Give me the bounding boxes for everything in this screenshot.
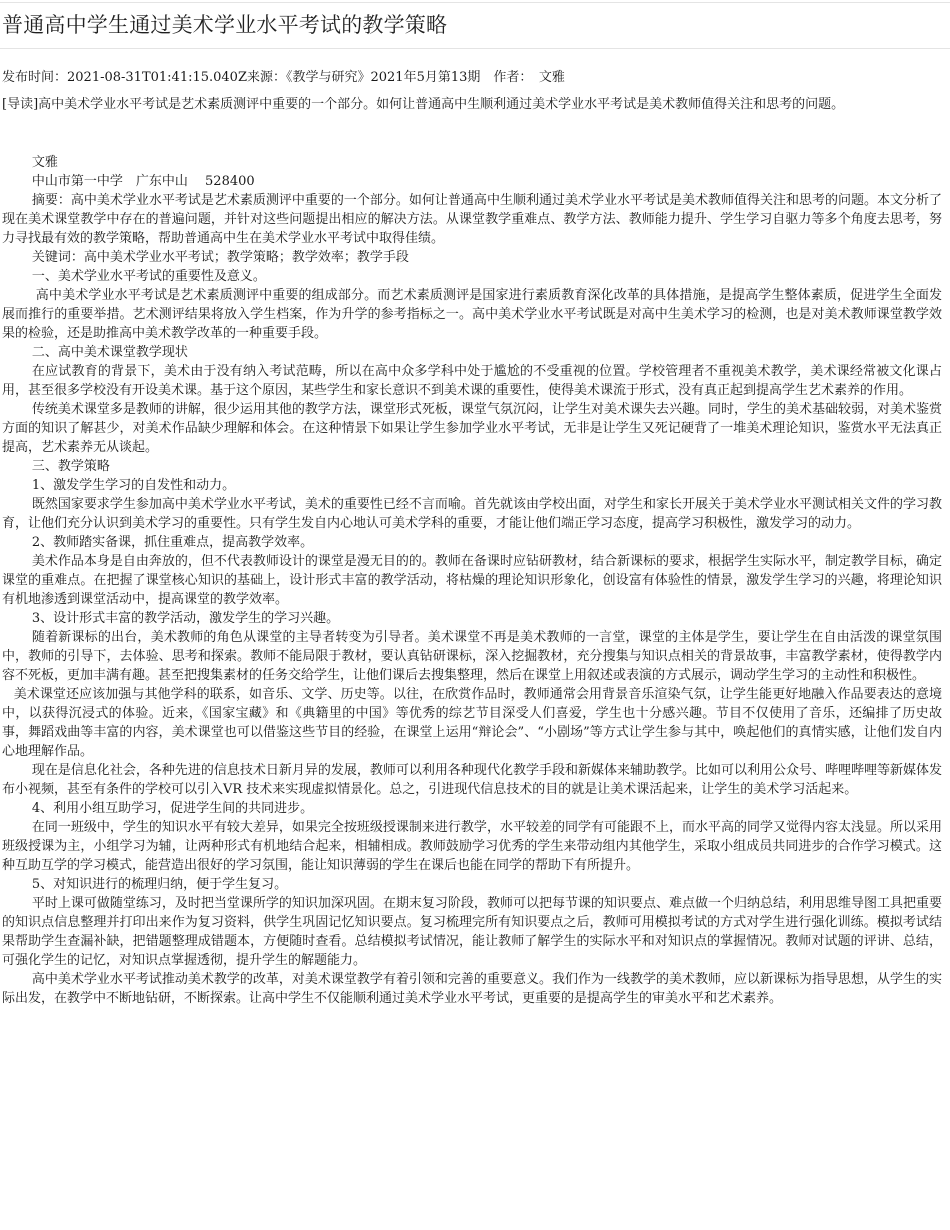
page-title: 普通高中学生通过美术学业水平考试的教学策略 xyxy=(2,13,448,37)
section-heading-3: 三、教学策略 xyxy=(31,459,110,474)
paragraph: 在同一班级中，学生的知识水平有较大差异，如果完全按班级授课制来进行教学，水平较差的同学有可能跟不上，而水平高的同学又觉得内容太浅显。所以采用班级授课为主，小组学习为辅，让两种形式有机地结合起来，相辅相成。教师鼓励学习优秀的学生来带动组内其他学生，采取小组成员共同进步的合作学习模式。这种互助互学的学习模式，能营造出很好的学习氛围，能让知识薄弱的学生在课后也能在同学的帮助下有所提升。 xyxy=(2,820,942,873)
paragraph: 平时上课可做随堂练习，及时把当堂课所学的知识加深巩固。在期末复习阶段，教师可以把每节课的知识要点、难点做一个归纳总结，利用思维导图工具把重要的知识点信息整理并打印出来作为复习资料，供学生巩固记忆知识要点。复习梳理完所有知识要点之后，教师可用模拟考试的方式对学生进行强化训练。模拟考试结果帮助学生查漏补缺，把错题整理成错题本，方便随时查看。总结模拟考试情况，能让教师了解学生的实际水平和对知识点的掌握情况。教师对试题的评讲、总结，可强化学生的记忆，对知识点掌握透彻，提升学生的解题能力。 xyxy=(2,896,942,968)
section-heading-1: 一、美术学业水平考试的重要性及意义。 xyxy=(31,269,266,284)
author-affiliation: 中山市第一中学 广东中山 528400 xyxy=(31,174,255,189)
paragraph: 既然国家要求学生参加高中美术学业水平考试，美术的重要性已经不言而喻。首先就该由学校出面，对学生和家长开展关于美术学业水平测试相关文件的学习教育，让他们充分认识到美术学习的重要性。只有学生发自内心地认可美术学科的重要，才能让他们端正学习态度，提高学习积极性，激发学习的动力。 xyxy=(2,497,942,531)
paragraph: 随着新课标的出台，美术教师的角色从课堂的主导者转变为引导者。美术课堂不再是美术教师的一言堂，课堂的主体是学生，要让学生在自由活泼的课堂氛围中，教师的引导下，去体验、思考和探索。教师不能局限于教材，要认真钻研课标，深入挖掘教材，充分搜集与知识点相关的背景故事，丰富教学素材，使得教学内容不死板，更加丰满有趣。甚至把搜集素材的任务交给学生，让他们课后去搜集整理，然后在课堂上用叙述或表演的方式展示，调动学生学习的主动性和积极性。 xyxy=(2,630,942,683)
paragraph: 美术作品本身是自由奔放的，但不代表教师设计的课堂是漫无目的的。教师在备课时应钻研教材，结合新课标的要求，根据学生实际水平，制定教学目标，确定课堂的重难点。在把握了课堂核心知识的基础上，设计形式丰富的教学活动，将枯燥的理论知识形象化，创设富有体验性的情景，激发学生学习的兴趣，将理论知识有机地渗透到课堂活动中，提高课堂的教学效率。 xyxy=(2,554,942,607)
subheading: 5、对知识进行的梳理归纳，便于学生复习。 xyxy=(31,877,288,892)
intro-summary: [导读]高中美术学业水平考试是艺术素质测评中重要的一个部分。如何让普通高中生顺利通过美术学业水平考试是美术教师值得关注和思考的问题。 xyxy=(2,97,845,112)
section-heading-2: 二、高中美术课堂教学现状 xyxy=(31,345,188,360)
abstract: 摘要：高中美术学业水平考试是艺术素质测评中重要的一个部分。如何让普通高中生顺利通过美术学业水平考试是美术教师值得关注和思考的问题。本文分析了现在美术课堂教学中存在的普遍问题，并针对这些问题提出相应的解决方法。从课堂教学重难点、教学方法、教师能力提升、学生学习自驱力等多个角度去思考，努力寻找最有效的教学策略，帮助普通高中生在美术学业水平考试中取得佳绩。 xyxy=(2,193,942,246)
subheading: 3、设计形式丰富的教学活动，激发学生的学习兴趣。 xyxy=(31,611,340,626)
subheading: 4、利用小组互助学习，促进学生间的共同进步。 xyxy=(31,801,314,816)
conclusion-paragraph: 高中美术学业水平考试推动美术教学的改革，对美术课堂教学有着引领和完善的重要意义。我们作为一线教学的美术教师，应以新课标为指导思想，从学生的实际出发，在教学中不断地钻研，不断探索。让高中学生不仅能顺利通过美术学业水平考试，更重要的是提高学生的审美水平和艺术素养。 xyxy=(2,972,942,1006)
paragraph: 美术课堂还应该加强与其他学科的联系，如音乐、文学、历史等。以往，在欣赏作品时，教师通常会用背景音乐渲染气氛，让学生能更好地融入作品要表达的意境中，以获得沉浸式的体验。近来，《国家宝藏》和《典籍里的中国》等优秀的综艺节目深受人们喜爱，学生也十分感兴趣。节目不仅使用了音乐，还编排了历史故事，舞蹈戏曲等丰富的内容，美术课堂也可以借鉴这些节目的经验，在课堂上运用“辩论会”、“小剧场”等方式让学生参与其中，唤起他们的真情实感，让他们发自内心地理解作品。 xyxy=(2,687,942,759)
subheading: 1、激发学生学习的自发性和动力。 xyxy=(31,478,236,493)
paragraph: 传统美术课堂多是教师的讲解，很少运用其他的教学方法，课堂形式死板，课堂气氛沉闷，让学生对美术课失去兴趣。同时，学生的美术基础较弱，对美术鉴赏方面的知识了解甚少，对美术作品缺少理解和体会。在这种情景下如果让学生参加学业水平考试，无非是让学生又死记硬背了一堆美术理论知识，鉴赏水平无法真正提高，艺术素养无从谈起。 xyxy=(2,402,942,455)
top-divider xyxy=(0,2,950,3)
keywords: 关键词：高中美术学业水平考试；教学策略；教学效率；教学手段 xyxy=(31,250,409,265)
paragraph: 现在是信息化社会，各种先进的信息技术日新月异的发展，教师可以利用各种现代化教学手段和新媒体来辅助教学。比如可以利用公众号、哔哩哔哩等新媒体发布小视频，甚至有条件的学校可以引入VR 技术来实现虚拟情景化。总之，引进现代信息技术的目的就是让美术课活起来，让学生的美术学习活起来。 xyxy=(2,763,942,797)
publish-meta: 发布时间：2021-08-31T01:41:15.040Z来源：《教学与研究》2021年5月第13期 作者： 文雅 xyxy=(2,70,565,85)
article-body xyxy=(2,153,942,1008)
author-name: 文雅 xyxy=(31,155,58,170)
paragraph: 在应试教育的背景下，美术由于没有纳入考试范畴，所以在高中众多学科中处于尴尬的不受重视的位置。学校管理者不重视美术教学，美术课经常被文化课占用，甚至很多学校没有开设美术课。基于这个原因，某些学生和家长意识不到美术课的重要性，使得美术课流于形式，没有真正起到提高学生艺术素养的作用。 xyxy=(2,364,942,398)
paragraph: 高中美术学业水平考试是艺术素质测评中重要的组成部分。而艺术素质测评是国家进行素质教育深化改革的具体措施，是提高学生整体素质，促进学生全面发展而推行的重要举措。艺术测评结果将放入学生档案，作为升学的参考指标之一。高中美术学业水平考试既是对高中生美术学习的检测，也是对美术教师课堂教学效果的检验，还是助推高中美术教学改革的一种重要手段。 xyxy=(2,288,942,341)
title-divider xyxy=(0,48,950,49)
subheading: 2、教师踏实备课，抓住重难点，提高教学效率。 xyxy=(31,535,314,550)
